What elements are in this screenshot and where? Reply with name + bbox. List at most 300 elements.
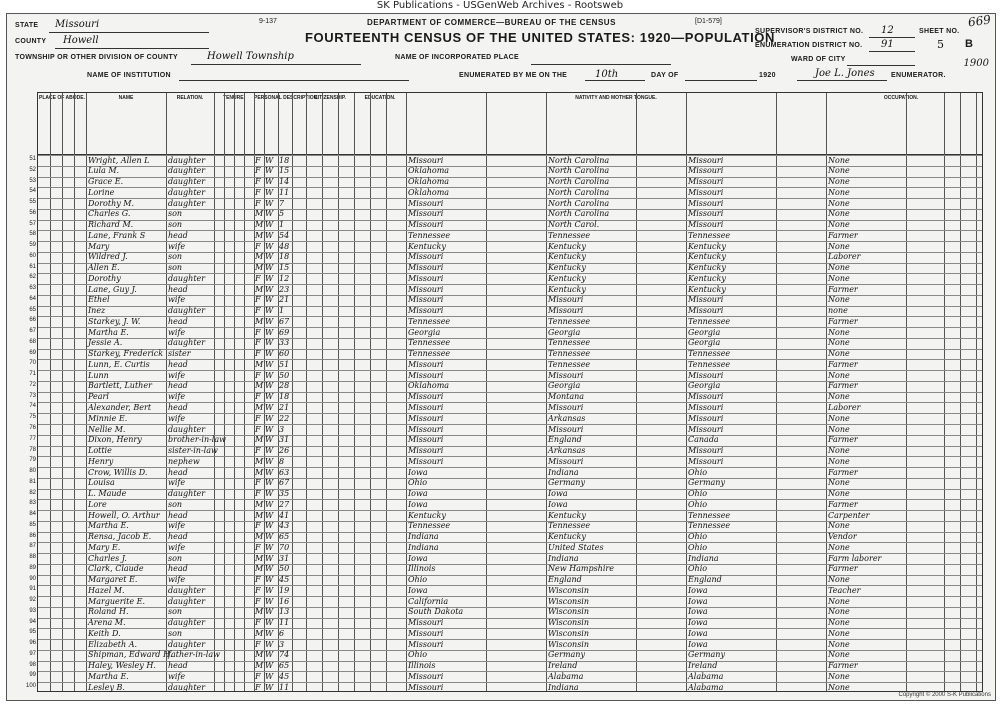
cell-rel: head — [168, 532, 188, 542]
row-number: 99 — [29, 672, 36, 679]
cell-mbp: Missouri — [688, 198, 724, 208]
row-number: 76 — [29, 425, 36, 431]
cell-bp: Tennessee — [408, 521, 451, 531]
cell-fbp: Georgia — [548, 327, 581, 337]
cell-name: L. Maude — [88, 489, 127, 499]
cell-rel: son — [168, 499, 183, 509]
cell-rel: head — [168, 284, 188, 294]
cell-sex: F — [255, 596, 261, 606]
cell-fbp: Tennessee — [548, 316, 591, 326]
cell-sex: F — [255, 155, 261, 165]
row-number: 100 — [25, 683, 36, 690]
row-number: 75 — [29, 414, 36, 421]
cell-age: 54 — [279, 230, 290, 240]
cell-race: W — [265, 402, 274, 412]
cell-bp: Ohio — [408, 575, 428, 585]
cell-race: W — [265, 198, 274, 208]
cell-name: Nellie M. — [88, 424, 126, 434]
cell-mbp: Iowa — [688, 628, 708, 638]
cell-race: W — [265, 585, 274, 595]
cell-race: W — [265, 155, 274, 165]
cell-age: 28 — [279, 381, 290, 391]
cell-race: W — [265, 370, 274, 380]
cell-bp: Ohio — [408, 478, 428, 488]
cell-name: Hazel M. — [88, 585, 125, 595]
cell-bp: Missouri — [408, 220, 444, 230]
cell-mbp: England — [688, 575, 722, 585]
cell-rel: son — [168, 607, 183, 617]
cell-mbp: Alabama — [688, 682, 724, 692]
cell-rel: nephew — [168, 456, 200, 466]
cell-age: 1 — [279, 220, 285, 230]
cell-race: W — [265, 489, 274, 499]
cell-age: 51 — [279, 359, 290, 369]
row-number: 58 — [29, 231, 36, 238]
cell-sex: F — [255, 338, 261, 348]
cell-mbp: Missouri — [688, 220, 724, 230]
copyright: Copyright © 2000 S-K Publications — [898, 692, 991, 698]
cell-sex: M — [255, 467, 264, 477]
cell-mbp: Ohio — [688, 467, 708, 477]
cell-fbp: North Carolina — [548, 166, 610, 176]
cell-sex: F — [255, 306, 261, 316]
cell-bp: Oklahoma — [408, 381, 450, 391]
cell-rel: daughter — [168, 166, 206, 176]
cell-sex: M — [255, 607, 264, 617]
row-number: 71 — [29, 371, 36, 378]
cell-rel: wife — [168, 521, 186, 531]
cell-age: 11 — [279, 187, 290, 197]
year-label: 1920 — [759, 72, 776, 79]
cell-bp: Iowa — [408, 585, 428, 595]
column-header: CITIZENSHIP. — [314, 95, 346, 101]
cell-bp: Missouri — [408, 306, 444, 316]
cell-sex: F — [255, 682, 261, 692]
cell-fbp: Kentucky — [548, 273, 586, 283]
cell-sex: F — [255, 489, 261, 499]
cell-occ: Laborer — [828, 252, 861, 262]
cell-sex: M — [255, 532, 264, 542]
cell-rel: head — [168, 402, 188, 412]
cell-occ: None — [828, 575, 850, 585]
cell-fbp: Kentucky — [548, 252, 586, 262]
cell-bp: Missouri — [408, 435, 444, 445]
cell-age: 33 — [279, 338, 290, 348]
cell-occ: None — [828, 424, 850, 434]
cell-rel: head — [168, 316, 188, 326]
cell-mbp: Missouri — [688, 166, 724, 176]
cell-occ: None — [828, 295, 850, 305]
cell-mbp: Germany — [688, 650, 725, 660]
cell-mbp: Missouri — [688, 392, 724, 402]
cell-race: W — [265, 607, 274, 617]
cell-sex: F — [255, 424, 261, 434]
state-label: STATE — [15, 22, 39, 29]
cell-name: Clark, Claude — [88, 564, 144, 574]
cell-race: W — [265, 542, 274, 552]
cell-age: 23 — [279, 284, 290, 294]
cell-name: Lula M. — [88, 166, 120, 176]
cell-occ: Farmer — [828, 359, 858, 369]
cell-rel: daughter — [168, 273, 206, 283]
cell-bp: Iowa — [408, 553, 428, 563]
cell-race: W — [265, 230, 274, 240]
cell-bp: Kentucky — [408, 510, 446, 520]
cell-sex: M — [255, 230, 264, 240]
row-number: 88 — [29, 554, 36, 561]
cell-fbp: Tennessee — [548, 359, 591, 369]
cell-name: Charles J. — [88, 553, 127, 563]
cell-sex: M — [255, 220, 264, 230]
cell-mbp: Iowa — [688, 585, 708, 595]
cell-sex: M — [255, 359, 264, 369]
cell-rel: wife — [168, 413, 186, 423]
cell-race: W — [265, 532, 274, 542]
cell-age: 48 — [279, 241, 290, 251]
cell-fbp: Wisconsin — [548, 628, 590, 638]
cell-mbp: Georgia — [688, 327, 721, 337]
row-number: 67 — [29, 328, 36, 335]
cell-race: W — [265, 209, 274, 219]
cell-occ: None — [828, 370, 850, 380]
enumerator-label: ENUMERATOR. — [891, 72, 946, 79]
cell-race: W — [265, 596, 274, 606]
cell-occ: None — [828, 478, 850, 488]
cell-age: 15 — [279, 263, 290, 273]
cell-age: 14 — [279, 177, 290, 187]
cell-name: Wright, Allen L — [88, 155, 150, 165]
cell-rel: wife — [168, 542, 186, 552]
row-number: 86 — [29, 532, 36, 539]
cell-age: 6 — [279, 628, 285, 638]
cell-rel: daughter — [168, 177, 206, 187]
cell-sex: M — [255, 661, 264, 671]
cell-bp: Tennessee — [408, 316, 451, 326]
cell-bp: Indiana — [408, 532, 439, 542]
cell-bp: Missouri — [408, 413, 444, 423]
cell-age: 31 — [279, 553, 290, 563]
cell-rel: daughter — [168, 585, 206, 595]
cell-fbp: Tennessee — [548, 349, 591, 359]
cell-race: W — [265, 661, 274, 671]
cell-bp: Iowa — [408, 467, 428, 477]
cell-age: 65 — [279, 661, 290, 671]
cell-bp: Missouri — [408, 671, 444, 681]
cell-rel: head — [168, 467, 188, 477]
page-stamp: 669 — [967, 12, 992, 30]
cell-age: 18 — [279, 252, 290, 262]
cell-mbp: Missouri — [688, 446, 724, 456]
cell-sex: M — [255, 553, 264, 563]
cell-fbp: New Hampshire — [548, 564, 614, 574]
cell-bp: Missouri — [408, 273, 444, 283]
cell-name: Inez — [88, 306, 106, 316]
cell-name: Dorothy — [88, 273, 121, 283]
cell-name: Lesley B. — [88, 682, 125, 692]
cell-age: 21 — [279, 402, 290, 412]
cell-bp: Missouri — [408, 252, 444, 262]
cell-sex: M — [255, 628, 264, 638]
cell-sex: M — [255, 435, 264, 445]
cell-occ: Vendor — [828, 532, 857, 542]
cell-sex: F — [255, 671, 261, 681]
cell-rel: sister — [168, 349, 191, 359]
cell-race: W — [265, 521, 274, 531]
cell-rel: daughter — [168, 639, 206, 649]
cell-occ: None — [828, 413, 850, 423]
cell-bp: Oklahoma — [408, 166, 450, 176]
enumerated-label: ENUMERATED BY ME ON THE — [459, 72, 568, 79]
cell-race: W — [265, 187, 274, 197]
cell-race: W — [265, 284, 274, 294]
cell-occ: None — [828, 392, 850, 402]
cell-race: W — [265, 478, 274, 488]
cell-rel: son — [168, 209, 183, 219]
row-number: 74 — [29, 403, 36, 410]
cell-fbp: Montana — [548, 392, 585, 402]
cell-race: W — [265, 456, 274, 466]
cell-age: 8 — [279, 456, 285, 466]
cell-race: W — [265, 327, 274, 337]
cell-race: W — [265, 263, 274, 273]
cell-bp: Ohio — [408, 650, 428, 660]
row-number: 54 — [29, 188, 36, 195]
cell-age: 41 — [279, 510, 290, 520]
cell-sex: F — [255, 521, 261, 531]
cell-occ: Farmer — [828, 499, 858, 509]
cell-occ: None — [828, 338, 850, 348]
cell-fbp: Missouri — [548, 424, 584, 434]
cell-fbp: Ireland — [548, 661, 578, 671]
cell-mbp: Missouri — [688, 177, 724, 187]
cell-age: 65 — [279, 532, 290, 542]
enumerator-signature: Joe L. Jones — [815, 68, 875, 79]
cell-bp: Missouri — [408, 628, 444, 638]
cell-sex: F — [255, 198, 261, 208]
cell-mbp: Kentucky — [688, 284, 726, 294]
cell-fbp: Indiana — [548, 682, 579, 692]
cell-race: W — [265, 381, 274, 391]
cell-race: W — [265, 553, 274, 563]
cell-sex: M — [255, 284, 264, 294]
cell-rel: sister-in-law — [168, 446, 218, 456]
census-table — [25, 92, 983, 692]
cell-bp: Missouri — [408, 392, 444, 402]
cell-fbp: North Carolina — [548, 198, 610, 208]
cell-race: W — [265, 628, 274, 638]
column-header: PERSONAL DESCRIPTION. — [254, 95, 319, 101]
cell-bp: Missouri — [408, 639, 444, 649]
row-number: 56 — [29, 209, 36, 216]
cell-name: Pearl — [88, 392, 109, 402]
cell-fbp: Germany — [548, 650, 585, 660]
row-number: 84 — [29, 511, 36, 518]
cell-name: Jessie A. — [88, 338, 123, 348]
cell-bp: Missouri — [408, 198, 444, 208]
cell-race: W — [265, 446, 274, 456]
cell-bp: California — [408, 596, 449, 606]
cell-bp: Missouri — [408, 263, 444, 273]
row-number: 87 — [29, 543, 36, 550]
cell-fbp: Missouri — [548, 370, 584, 380]
cell-occ: None — [828, 198, 850, 208]
cell-age: 18 — [279, 392, 290, 402]
cell-race: W — [265, 359, 274, 369]
row-number: 69 — [29, 349, 36, 356]
cell-name: Lorine — [88, 187, 115, 197]
cell-mbp: Georgia — [688, 381, 721, 391]
cell-rel: head — [168, 230, 188, 240]
cell-mbp: Ohio — [688, 499, 708, 509]
column-header: PLACE OF ABODE. — [39, 95, 85, 101]
cell-race: W — [265, 499, 274, 509]
cell-name: Keith D. — [88, 628, 121, 638]
cell-name: Grace E. — [88, 177, 124, 187]
cell-occ: Farmer — [828, 564, 858, 574]
cell-race: W — [265, 413, 274, 423]
cell-bp: Missouri — [408, 155, 444, 165]
cell-race: W — [265, 220, 274, 230]
cell-name: Margaret E. — [88, 575, 138, 585]
cell-bp: Missouri — [408, 682, 444, 692]
cell-occ: Farmer — [828, 467, 858, 477]
cell-age: 35 — [279, 489, 290, 499]
cell-race: W — [265, 467, 274, 477]
cell-race: W — [265, 650, 274, 660]
cell-rel: wife — [168, 392, 186, 402]
cell-mbp: Ireland — [688, 661, 718, 671]
row-number: 80 — [29, 468, 36, 475]
county-value: Howell — [63, 35, 99, 46]
cell-age: 50 — [279, 564, 290, 574]
cell-name: Wildred J. — [88, 252, 128, 262]
cell-name: Bartlett, Luther — [88, 381, 152, 391]
cell-age: 74 — [279, 650, 290, 660]
cell-occ: None — [828, 542, 850, 552]
cell-race: W — [265, 392, 274, 402]
cell-rel: daughter — [168, 306, 206, 316]
cell-occ: Farmer — [828, 284, 858, 294]
cell-rel: son — [168, 263, 183, 273]
cell-mbp: Kentucky — [688, 252, 726, 262]
cell-race: W — [265, 338, 274, 348]
cell-rel: wife — [168, 370, 186, 380]
cell-mbp: Missouri — [688, 424, 724, 434]
cell-occ: None — [828, 521, 850, 531]
cell-occ: None — [828, 155, 850, 165]
cell-bp: Missouri — [408, 446, 444, 456]
row-number: 79 — [29, 457, 36, 464]
cell-sex: M — [255, 263, 264, 273]
cell-rel: daughter — [168, 424, 206, 434]
cell-name: Marguerite E. — [88, 596, 146, 606]
row-number: 62 — [29, 274, 36, 281]
cell-fbp: United States — [548, 542, 604, 552]
township-label: TOWNSHIP OR OTHER DIVISION OF COUNTY — [15, 54, 178, 61]
cell-rel: head — [168, 510, 188, 520]
sheet-label: SHEET NO. — [919, 28, 960, 35]
row-number: 93 — [29, 607, 36, 614]
cell-rel: head — [168, 661, 188, 671]
cell-sex: M — [255, 402, 264, 412]
cell-sex: F — [255, 349, 261, 359]
cell-mbp: Missouri — [688, 413, 724, 423]
cell-mbp: Germany — [688, 478, 725, 488]
cell-mbp: Georgia — [688, 338, 721, 348]
cell-occ: None — [828, 650, 850, 660]
cell-bp: Missouri — [408, 284, 444, 294]
cell-bp: Missouri — [408, 456, 444, 466]
cell-age: 1 — [279, 306, 285, 316]
cell-race: W — [265, 510, 274, 520]
year-stamp: 1900 — [963, 58, 989, 69]
cell-race: W — [265, 306, 274, 316]
cell-name: Alexander, Bert — [88, 402, 152, 412]
cell-race: W — [265, 252, 274, 262]
cell-occ: Carpenter — [828, 510, 870, 520]
cell-sex: F — [255, 370, 261, 380]
cell-mbp: Missouri — [688, 155, 724, 165]
cell-mbp: Canada — [688, 435, 719, 445]
cell-name: Mary E. — [88, 542, 121, 552]
cell-name: Louisa — [88, 478, 115, 488]
cell-sex: F — [255, 241, 261, 251]
cell-rel: head — [168, 381, 188, 391]
cell-occ: Farmer — [828, 435, 858, 445]
cell-bp: Missouri — [408, 618, 444, 628]
cell-rel: wife — [168, 671, 186, 681]
cell-rel: head — [168, 564, 188, 574]
cell-mbp: Tennessee — [688, 230, 731, 240]
cell-age: 7 — [279, 198, 285, 208]
cell-age: 3 — [279, 424, 285, 434]
cell-name: Charles G. — [88, 209, 131, 219]
cell-mbp: Alabama — [688, 671, 724, 681]
place-label: NAME OF INCORPORATED PLACE — [395, 54, 519, 61]
cell-mbp: Kentucky — [688, 273, 726, 283]
cell-mbp: Tennessee — [688, 521, 731, 531]
cell-sex: M — [255, 650, 264, 660]
cell-name: Crow, Willis D. — [88, 467, 148, 477]
row-number: 63 — [29, 285, 36, 292]
column-header: OCCUPATION. — [883, 95, 919, 101]
cell-age: 63 — [279, 467, 290, 477]
cell-age: 12 — [279, 273, 290, 283]
cell-bp: Oklahoma — [408, 187, 450, 197]
cell-name: Howell, O. Arthur — [88, 510, 160, 520]
cell-mbp: Indiana — [688, 553, 719, 563]
sheet-side: B — [965, 38, 974, 50]
cell-race: W — [265, 177, 274, 187]
row-number: 68 — [29, 338, 36, 345]
day-label: DAY OF — [651, 72, 679, 79]
cell-age: 31 — [279, 435, 290, 445]
cell-name: Martha E. — [88, 327, 129, 337]
cell-sex: M — [255, 209, 264, 219]
cell-race: W — [265, 424, 274, 434]
cell-sex: M — [255, 510, 264, 520]
state-value: Missouri — [55, 19, 100, 30]
row-number: 65 — [29, 306, 36, 313]
cell-bp: Illinois — [408, 661, 436, 671]
cell-name: Rensa, Jacob E. — [88, 532, 152, 542]
cell-fbp: Missouri — [548, 402, 584, 412]
cell-name: Lore — [88, 499, 107, 509]
cell-sex: F — [255, 446, 261, 456]
cell-sex: F — [255, 542, 261, 552]
cell-race: W — [265, 575, 274, 585]
cell-race: W — [265, 273, 274, 283]
